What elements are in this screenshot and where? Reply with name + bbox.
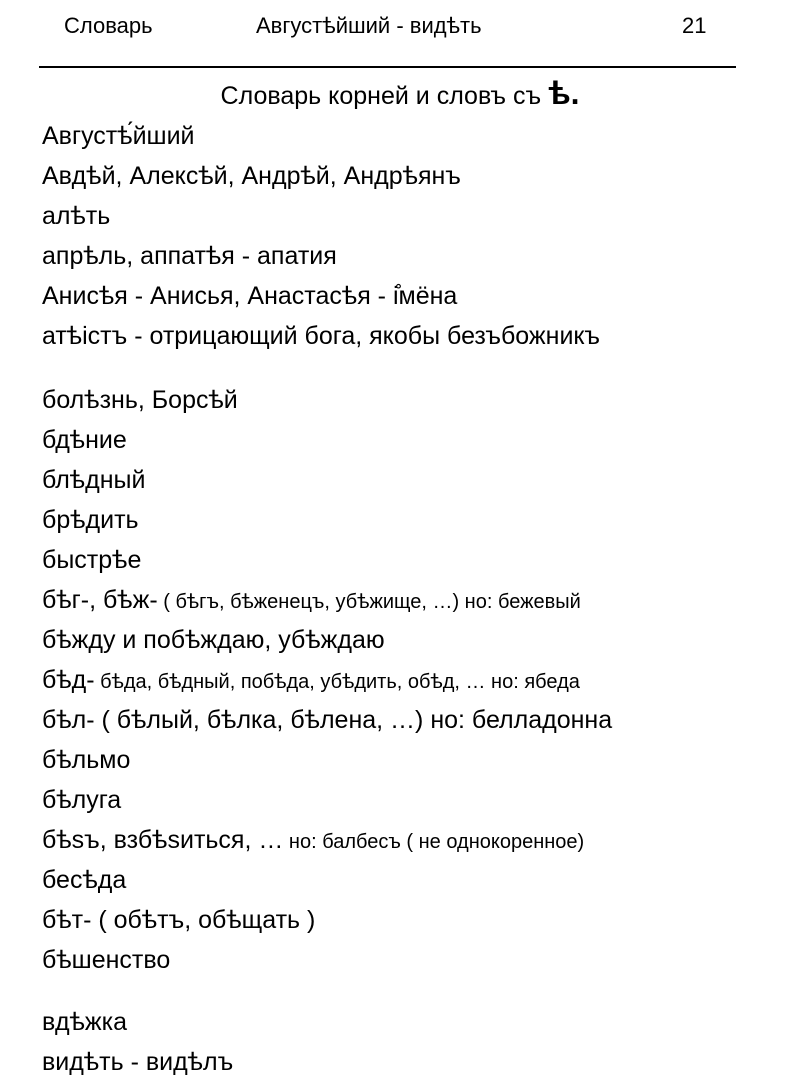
entry-main: Анисѣя - Анисья, Анастасѣя - і̊мёна <box>42 282 458 310</box>
entry <box>42 664 580 698</box>
entry <box>42 1006 127 1040</box>
entry-main: алѣть <box>42 202 111 230</box>
entry <box>42 280 457 314</box>
entry <box>42 320 600 354</box>
dictionary-title-text: Словарь корней и словъ съ <box>220 82 542 110</box>
entry-main: болѣзнь, Борсѣй <box>42 386 238 414</box>
entry <box>42 784 121 818</box>
entry-note: ( бѣгъ, бѣженецъ, убѣжище, …) но: бежевый <box>157 591 581 613</box>
entry-note: но: балбесъ ( не однокоренное) <box>283 831 585 853</box>
entry <box>42 200 110 234</box>
entry-main: бѣльмо <box>42 746 131 774</box>
entry-main: бѣл- ( бѣлый, бѣлка, бѣлена, …) но: белладонна <box>42 706 613 734</box>
entry-main: блѣдный <box>42 466 146 494</box>
entry-main: бѣлуга <box>42 786 122 814</box>
entry <box>42 824 584 858</box>
entry-main: Авдѣй, Алексѣй, Андрѣй, Андрѣянъ <box>42 162 461 190</box>
entry-main: бесѣда <box>42 866 127 894</box>
entry <box>42 240 337 274</box>
entry <box>42 1046 233 1080</box>
entry <box>42 624 385 658</box>
header-section-title: Словарь <box>64 13 153 38</box>
entry-main: брѣдить <box>42 506 139 534</box>
entry-main: бѣг-, бѣж- <box>42 586 158 614</box>
entry <box>42 544 141 578</box>
entry <box>42 744 130 778</box>
entry-main: атѣістъ - отрицающий бога, якобы безъбожникъ <box>42 322 600 350</box>
entry-main: вдѣжка <box>42 1008 128 1036</box>
entry <box>42 160 461 194</box>
entry <box>42 504 139 538</box>
entry <box>42 704 612 738</box>
entry-main: бдѣние <box>42 426 127 454</box>
entry <box>42 384 238 418</box>
header-divider <box>39 66 736 68</box>
entry-main: Августѣ́йший <box>42 122 195 150</box>
header-range: Августѣйший - видѣть <box>256 13 482 38</box>
entry <box>42 120 195 154</box>
entry-main: бѣт- ( обѣтъ, обѣщать ) <box>42 906 316 934</box>
entry-main: бѣѕъ, взбѣѕиться, … <box>42 826 284 854</box>
entry <box>42 944 170 978</box>
entry-main: видѣть - видѣлъ <box>42 1048 234 1076</box>
entry <box>42 424 127 458</box>
entry-main: бѣшенство <box>42 946 171 974</box>
entry <box>42 584 581 618</box>
dictionary-title <box>0 76 800 113</box>
entry-main: бѣд- <box>42 666 95 694</box>
page-header <box>0 0 800 70</box>
page-number: 21 <box>682 13 707 38</box>
entry-note: бѣда, бѣдный, побѣда, убѣдить, обѣд, … но: ябеда <box>94 671 580 693</box>
entry-main: апрѣль, аппатѣя - апатия <box>42 242 337 270</box>
entry <box>42 904 315 938</box>
entry <box>42 464 145 498</box>
entry-main: бѣжду и побѣждаю, убѣждаю <box>42 626 385 654</box>
dictionary-title-letter: ѣ. <box>548 75 580 111</box>
entry <box>42 864 126 898</box>
entry-main: быстрѣе <box>42 546 142 574</box>
